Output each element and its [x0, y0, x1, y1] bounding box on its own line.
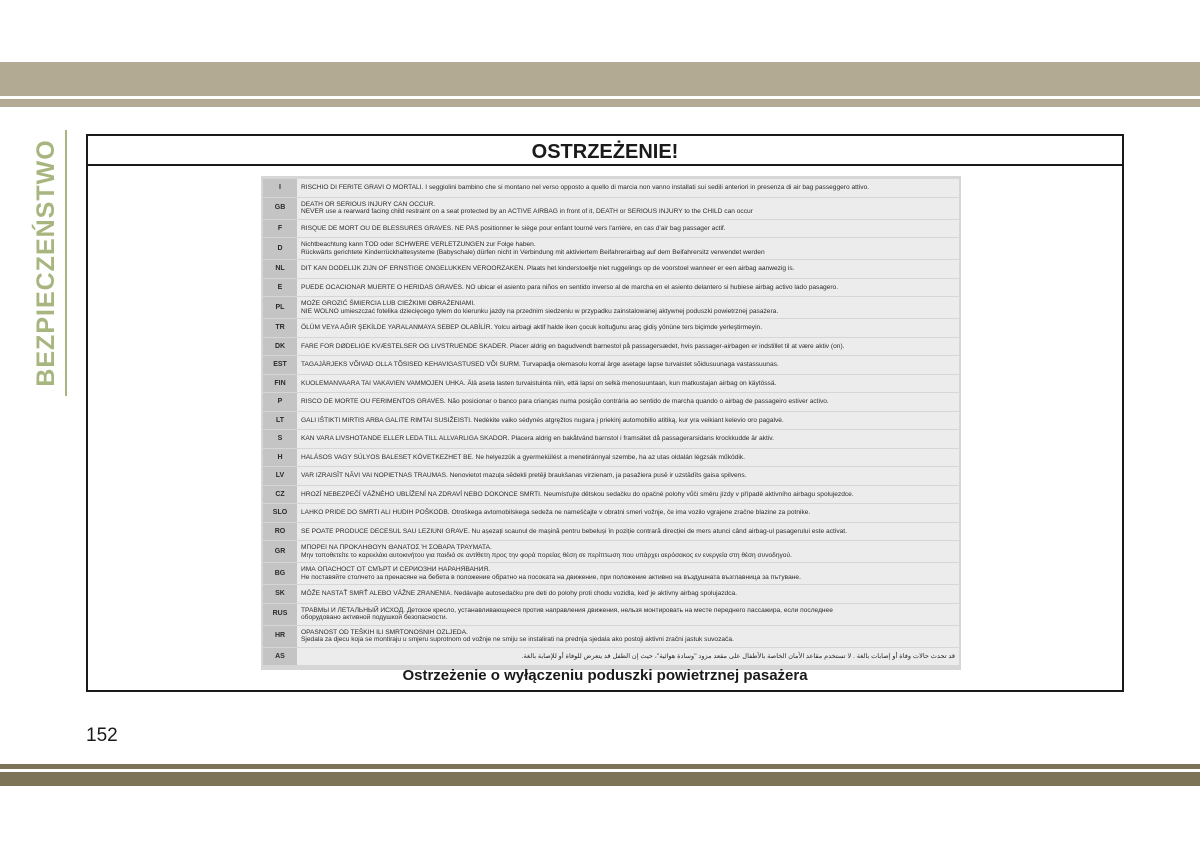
header-rule: [0, 99, 1200, 107]
language-code: LV: [263, 467, 297, 485]
table-row: [263, 486, 959, 504]
warning-text-line2: Не поставяйте столчето за пренасяне на бебета в положение обратно на посоката на движение, при положение активно на въздушната възглавница за пътуване.: [301, 573, 801, 581]
table-row: [263, 504, 959, 522]
warning-text: قد تحدث حالات وفاة أو إصابات بالغة . لا تستخدم مقاعد الأمان الخاصة بالأطفال على مقعد مزود "وسادة هوائية"، حيث إن الطفل قد يتعرض للوفاة أو للإصابة بالغة.: [521, 652, 955, 660]
section-title-rule: [65, 130, 67, 396]
table-row: [263, 375, 959, 393]
warning-text: RISCO DE MORTE OU FERIMENTOS GRAVES. Não posicionar o banco para crianças numa posição contrária ao sentido de marcha quando o airbag de passageiro estiver activo.: [301, 398, 829, 406]
language-code: NL: [263, 260, 297, 278]
table-row: [263, 279, 959, 297]
language-code: TR: [263, 319, 297, 337]
warning-text: HROZÍ NEBEZPEČÍ VÁŽNÉHO UBLÍŽENÍ NA ZDRAVÍ NEBO DOKONCE SMRTI. Neumísťujte dětskou sedačku do opačné polohy vůči směru jízdy v případě aktivního airbagu spolujezdce.: [301, 490, 854, 498]
warning-text: DIT KAN DODELIJK ZIJN OF ERNSTIGE ONGELUKKEN VEROORZAKEN. Plaats het kinderstoeltje niet ruggelings op de voorstoel wanneer er een airbag aanwezig is.: [301, 265, 795, 273]
warning-text: GALI IŠTIKTI MIRTIS ARBA GALITE RIMTAI SUSIŽEISTI. Nedėkite vaiko sėdynės atgręžtos nugara į priekinį automobilio atitiką, kur yra veikiant kelevio oro pagalvė.: [301, 416, 784, 424]
table-row: [263, 523, 959, 541]
language-code: E: [263, 279, 297, 297]
language-code: H: [263, 449, 297, 467]
table-row: [263, 179, 959, 197]
warning-text: KUOLEMANVAARA TAI VAKAVIEN VAMMOJEN UHKA. Älä aseta lasten turvaistuinta niin, että lapsi on selkä menosuuntaan, kun matkustajan airbag on käytössä.: [301, 379, 777, 387]
warning-text: SE POATE PRODUCE DECESUL SAU LEZIUNI GRAVE. Nu așezați scaunul de mașină pentru bebeluși în poziție contrară direcției de mers atunci când airbag-ul pasagerului este activat.: [301, 527, 847, 535]
warning-text: MOŻE GROZIĆ ŚMIERCIA LUB CIEŻKIMI OBRAŻENIAMI.: [301, 300, 476, 308]
warning-text: LAHKO PRIDE DO SMRTI ALI HUDIH POŠKODB. Otroškega avtomobilskega sedeža ne nameščajte v obratni smeri vožnje, če ima vozilo vgrajene zračne blazine za potnike.: [301, 509, 811, 517]
warning-text: OPASNOST OD TEŠKIH ILI SMRTONOSNIH OZLJEDA.: [301, 628, 468, 636]
language-code: RO: [263, 523, 297, 541]
warning-text-cell: [297, 198, 959, 219]
warning-text-cell: [297, 563, 959, 584]
warning-text-cell: [297, 238, 959, 259]
language-code: AS: [263, 648, 297, 666]
warning-text-cell: [297, 523, 959, 541]
table-row: [263, 626, 959, 647]
table-row: [263, 393, 959, 411]
language-code: LT: [263, 412, 297, 430]
warning-text: VAR IZRAISĪT NĀVI VAI NOPIETNAS TRAUMAS. Nenovietot mazuļa sēdekli pretēji braukšanas virzienam, ja pasažiera pusē ir uzstādīts gaisa spilvens.: [301, 472, 747, 480]
language-code: PL: [263, 297, 297, 318]
table-row: [263, 356, 959, 374]
language-code: F: [263, 220, 297, 238]
language-code: S: [263, 430, 297, 448]
airbag-warning-label-image: [261, 176, 961, 670]
figure-caption: Ostrzeżenie o wyłączeniu poduszki powietrznej pasażera: [402, 667, 808, 684]
warning-text-line2: NEVER use a rearward facing child restraint on a seat protected by an ACTIVE AIRBAG in front of it, DEATH or SERIOUS INJURY to the CHILD can occur: [301, 208, 753, 215]
warning-text-cell: [297, 541, 959, 562]
warning-text: RISQUE DE MORT OU DE BLESSURES GRAVES. NE PAS positionner le siège pour enfant tourné vers l'arrière, en cas d'air bag passager actif.: [301, 224, 726, 232]
language-code: P: [263, 393, 297, 411]
warning-text: DEATH OR SERIOUS INJURY CAN OCCUR.: [301, 200, 436, 208]
warning-text-line2: NIE WOLNO umieszczać fotelika dziecięcego tyłem do kierunku jazdy na przednim siedzeniu w przypadku zainstalowanej aktywnej poduszki powietrznej pasażera.: [301, 307, 779, 315]
warning-text: RISCHIO DI FERITE GRAVI O MORTALI. I seggiolini bambino che si montano nel verso opposto a quello di marcia non vanno installati sui sedili anteriori in presenza di air bag passeggero attivo.: [301, 184, 870, 192]
warning-text-cell: [297, 626, 959, 647]
warning-text-line2: Sjedala za djecu koja se montiraju u smjeru suprotnom od vožnje ne smiju se instalirati na prednja sjedala ako postoji aktivni zračni jastuk suvozača.: [301, 636, 734, 643]
language-code: FIN: [263, 375, 297, 393]
warning-text-cell: [297, 648, 959, 666]
table-row: [263, 430, 959, 448]
warning-text-line2: Μην τοποθετείτε το καρεκλάκι αυτοκινήτου για παιδιά σε αντίθετη προς την φορά πορείας θέση σε περίπτωση που υπάρχει αερόσακος εν ενεργεία στη θέση συνοδηγού.: [301, 551, 792, 559]
warning-text: KAN VARA LIVSHOTANDE ELLER LEDA TILL ALLVARLIGA SKADOR. Placera aldrig en bakåtvänd barnstol i framsätet då passagerarsidans krockkudde är aktiv.: [301, 435, 774, 443]
warning-text-line2: оборудовано активной подушкой безопасности.: [301, 614, 448, 621]
table-row: [263, 319, 959, 337]
table-row: [263, 449, 959, 467]
table-row: [263, 297, 959, 318]
warning-text: PUEDE OCACIONAR MUERTE O HERIDAS GRAVES. NO ubicar el asiento para niños en sentido inverso al de marcha en el asiento delantero si hubiese airbag activo lado pasagero.: [301, 283, 839, 291]
table-row: [263, 338, 959, 356]
table-row: [263, 585, 959, 603]
warning-text-cell: [297, 179, 959, 197]
warning-text-cell: [297, 356, 959, 374]
table-row: [263, 563, 959, 584]
warning-text-cell: [297, 585, 959, 603]
warning-text: ÖLÜM VEYA AĞIR ŞEKİLDE YARALANMAYA SEBEP OLABİLİR. Yolcu airbagi aktif halde iken çocuk koltuğunu araç gidiş yönüne ters biçimde yerleştirmeyin.: [301, 324, 763, 332]
language-code: SK: [263, 585, 297, 603]
language-code: GR: [263, 541, 297, 562]
table-row: [263, 238, 959, 259]
table-row: [263, 260, 959, 278]
warning-text: MÔŽE NASTAŤ SMRŤ ALEBO VÁŽNE ZRANENIA. Nedávajte autosedačku pre deti do polohy proti chodu vozidla, keď je aktívny airbag spolujazdca.: [301, 590, 738, 598]
table-row: [263, 412, 959, 430]
warning-text-cell: [297, 393, 959, 411]
warning-text: TAGAJÄRJEKS VÕIVAD OLLA TÕSISED KEHAVIGASTUSED VÕI SURM. Turvapadja olemasolu korral ärge asetage lapse turvaistet sõidusuunaga vastassuunas.: [301, 361, 779, 369]
header-band: [0, 62, 1200, 96]
language-code: GB: [263, 198, 297, 219]
language-code: I: [263, 179, 297, 197]
warning-text-cell: [297, 279, 959, 297]
page-number: 152: [86, 725, 118, 746]
warning-text-cell: [297, 604, 959, 625]
warning-text: ТРАВМЫ И ЛЕТАЛЬНЫЙ ИСХОД. Детское кресло, устанавливающееся против направления движения, нельзя монтировать на месте переднего пассажира, если последнее: [301, 606, 833, 614]
warning-text-cell: [297, 297, 959, 318]
warning-text-cell: [297, 430, 959, 448]
warning-text-line2: Rückwärts gerichtete Kinderrückhaltesysteme (Babyschale) dürfen nicht in Verbindung mit aktiviertem Beifahrerairbag auf dem Beifahrersitz verwendet werden: [301, 248, 765, 256]
table-row: [263, 604, 959, 625]
warning-text-cell: [297, 486, 959, 504]
warning-box: [86, 134, 1124, 692]
warning-text-cell: [297, 412, 959, 430]
warning-text-cell: [297, 449, 959, 467]
language-code: DK: [263, 338, 297, 356]
language-code: EST: [263, 356, 297, 374]
table-row: [263, 467, 959, 485]
warning-text-cell: [297, 338, 959, 356]
language-code: CZ: [263, 486, 297, 504]
table-row: [263, 198, 959, 219]
warning-text: ИМА ОПАСНОСТ ОТ СМЪРТ И СЕРИОЗНИ НАРАНЯВАНИЯ.: [301, 566, 491, 574]
language-code: D: [263, 238, 297, 259]
warning-text-cell: [297, 220, 959, 238]
warning-text: ΜΠΟΡΕΙ ΝΑ ΠΡΟΚΛΗΘΟΥΝ ΘΑΝΑΤΟΣ Ή ΣΟΒΑΡΑ ΤΡΑΥΜΑΤΑ.: [301, 544, 492, 552]
warning-heading: OSTRZEŻENIE!: [88, 136, 1122, 166]
warning-text: HALÁSOS VAGY SÚLYOS BALESET KÖVETKEZHET BE. Ne helyezzük a gyermekülést a menetiránnyal szembe, ha az utas oldalán légzsák működik.: [301, 453, 745, 461]
warning-text-cell: [297, 467, 959, 485]
language-code: RUS: [263, 604, 297, 625]
footer-band: [0, 772, 1200, 786]
section-title: BEZPIECZEŃSTWO: [32, 139, 60, 387]
table-row: [263, 541, 959, 562]
airbag-warning-table: [263, 178, 959, 666]
language-code: HR: [263, 626, 297, 647]
warning-text-cell: [297, 260, 959, 278]
table-row: [263, 220, 959, 238]
warning-text: Nichtbeachtung kann TOD oder SCHWERE VERLETZUNGEN zur Folge haben.: [301, 241, 536, 249]
language-code: SLO: [263, 504, 297, 522]
warning-text-cell: [297, 375, 959, 393]
table-row: [263, 648, 959, 666]
warning-text-cell: [297, 319, 959, 337]
warning-text: FARE FOR DØDELIGE KVÆSTELSER OG LIVSTRUENDE SKADER. Placer aldrig en bagudvendt barnestol på passagersædet, hvis passager-airbagen er indstillet til at være aktiv (on).: [301, 342, 845, 350]
language-code: BG: [263, 563, 297, 584]
footer-rule: [0, 764, 1200, 769]
warning-text-cell: [297, 504, 959, 522]
